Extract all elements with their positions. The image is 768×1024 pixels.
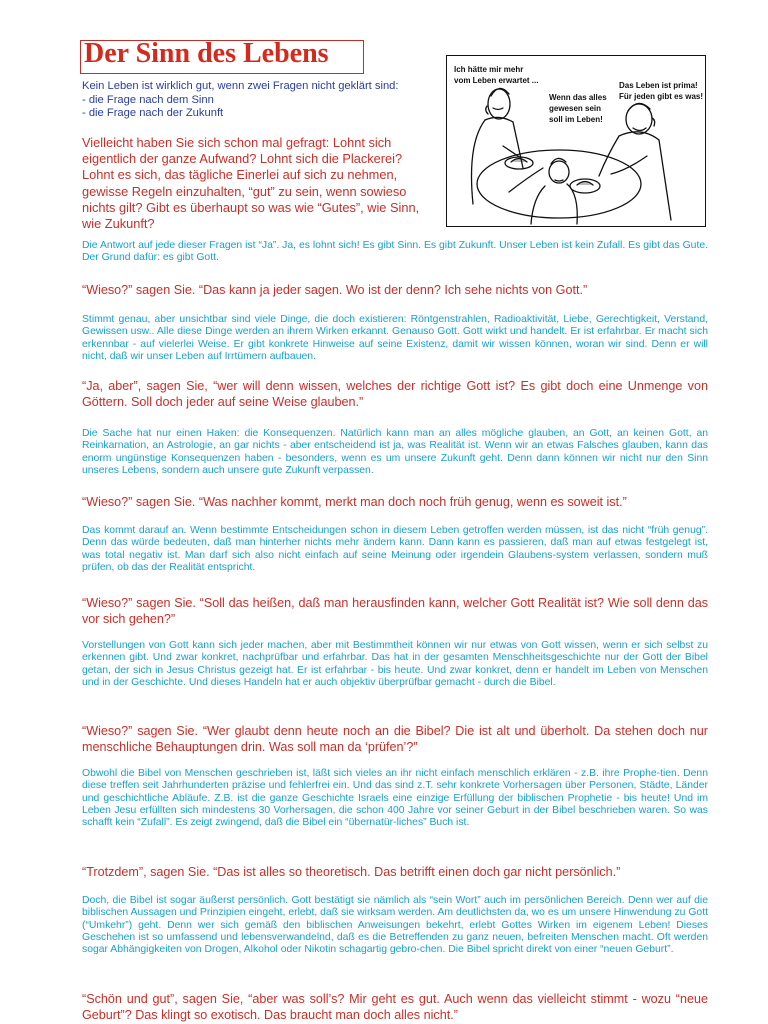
intro-line: - die Frage nach dem Sinn (82, 93, 214, 106)
body-paragraph-11 (82, 864, 708, 880)
question-paragraph: “Ja, aber”, sagen Sie, “wer will denn wissen, welches der richtige Gott ist? Es gibt doch eine Unmenge von Göttern. Soll doch jeder auf seine Weise glauben.” (82, 379, 708, 409)
question-paragraph: “Wieso?” sagen Sie. “Wer glaubt denn heute noch an die Bibel? Die ist alt und überholt. Da stehen doch nur menschliche Behauptungen drin. Was soll man da ‘prüfen’?” (82, 724, 708, 754)
intro-line: - die Frage nach der Zukunft (82, 107, 224, 119)
answer-paragraph: Das kommt darauf an. Wenn bestimmte Entscheidungen schon in diesem Leben getroffen werden müssen, ist das nicht “früh genug”. Denn das würde bedeuten, daß man hinterher nichts mehr ändern kann. Dann kann es passieren, daß man auf etwas festgelegt ist, was total negativ ist. Man darf sich also nicht einfach auf seine Meinung oder irgendein Glaubens-system verlassen, sondern muß prüfen, ob das der Realität entspricht. (82, 525, 708, 573)
body-paragraph-4 (82, 428, 708, 477)
speech-bubble-middle: Wenn das alles gewesen sein soll im Leben! (549, 93, 607, 124)
body-paragraph-12 (82, 895, 708, 956)
body-paragraph-7 (82, 595, 708, 627)
question-paragraph: “Wieso?” sagen Sie. “Was nachher kommt, merkt man doch noch früh genug, wenn es soweit ist.” (82, 495, 627, 509)
answer-paragraph: Die Antwort auf jede dieser Fragen ist “Ja”. Ja, es lohnt sich! Es gibt Sinn. Es gibt Zukunft. Unser Leben ist kein Zufall. Es gibt das Gute. Der Grund dafür: es gibt Gott. (82, 240, 708, 264)
body-paragraph-13 (82, 991, 708, 1023)
body-paragraph-5 (82, 494, 708, 510)
question-paragraph: “Wieso?” sagen Sie. “Das kann ja jeder sagen. Wo ist der denn? Ich sehe nichts von Gott.” (82, 283, 588, 297)
intro-block (82, 80, 422, 121)
body-paragraph-8 (82, 640, 708, 689)
question-paragraph: “Wieso?” sagen Sie. “Soll das heißen, daß man herausfinden kann, welcher Gott Realität ist? Wie soll denn das vor sich gehen?” (82, 596, 708, 626)
body-paragraph-6 (82, 525, 708, 574)
body-paragraph-9 (82, 723, 708, 755)
body-paragraph-2 (82, 314, 708, 363)
page-title: Der Sinn des Lebens (84, 38, 329, 69)
body-paragraph-10 (82, 768, 708, 829)
body-paragraph-0 (82, 240, 708, 265)
question-paragraph: “Schön und gut”, sagen Sie, “aber was soll’s? Mir geht es gut. Auch wenn das vielleicht stimmt - wozu “neue Geburt”? Das klingt so exotisch. Das braucht man doch alles nicht.” (82, 992, 708, 1022)
intro-line: Kein Leben ist wirklich gut, wenn zwei Fragen nicht geklärt sind: (82, 80, 399, 92)
speech-bubble-right: Das Leben ist prima! Für jeden gibt es was! (619, 81, 704, 101)
body-paragraph-3 (82, 378, 708, 410)
cartoon-illustration (446, 55, 706, 227)
body-paragraph-1 (82, 282, 708, 298)
answer-paragraph: Die Sache hat nur einen Haken: die Konsequenzen. Natürlich kann man an alles mögliche glauben, an Gott, an keinen Gott, an Reinkarnation, an Astrologie, an gar nichts - aber entscheidend ist ja, was Realität ist. Wenn wir an etwas Falsches glauben, kann das enorm ungünstige Konsequenzen haben - besonders, wenn es um unsere Zukunft geht. Denn dann können wir nicht nur den Sinn unseres Lebens, sondern auch unsere gute Zukunft verpassen. (82, 428, 708, 476)
speech-bubble-left: Ich hätte mir mehr vom Leben erwartet ... (454, 65, 539, 85)
answer-paragraph: Vorstellungen von Gott kann sich jeder machen, aber mit Bestimmtheit können wir nur etwas von Gott wissen, wenn er sich selbst zu erkennen gibt. Und zwar konkret, nachprüfbar und erfahrbar. Das hat in der gesamten Menschheitsgeschichte nur der Gott der Bibel getan, der sich in Jesus Christus gezeigt hat. Er ist erfahrbar - bis heute. Und zwar konkret, denn er handelt im Leben von Menschen und in der Geschichte. Und dieses Handeln hat er auch objektiv überprüfbar gemacht - durch die Bibel. (82, 640, 708, 688)
answer-paragraph: Stimmt genau, aber unsichtbar sind viele Dinge, die doch existieren: Röntgenstrahlen, Radioaktivität, Liebe, Gerechtigkeit, Verstand, Gewissen usw.. Alle diese Dinge werden an ihrem Wirken erkannt. Genauso Gott. Gott wirkt und handelt. Er ist erfahrbar. Er macht sich erkennbar - auf vielerlei Weise. Er gibt konkrete Hinweise auf seine Existenz, damit wir wissen können, woran wir sind. Denn er will nicht, daß wir unser Leben auf Irrtümern aufbauen. (82, 314, 708, 362)
answer-paragraph: Obwohl die Bibel von Menschen geschrieben ist, läßt sich vieles an ihr nicht einfach menschlich erklären - z.B. ihre Prophe-tien. Denn diese treffen seit Jahrhunderten präzise und fehlerfrei ein. Und das sind z.T. sehr konkrete Vorhersagen über Personen, Städte, Länder und geschichtliche Abläufe. Z.B. ist die ganze Geschichte Israels eine einzige Erfüllung der biblischen Prophetie - bis heute! Und im Leben Jesu erfüllten sich mindestens 30 Vorhersagen, die schon 400 Jahre vor seiner Geburt in der Bibel beschrieben waren. So was schafft kein “Zufall”. Es zeigt zwingend, daß die Bibel ein “übernatür-liches” Buch ist. (82, 768, 708, 829)
question-paragraph: “Trotzdem”, sagen Sie. “Das ist alles so theoretisch. Das betrifft einen doch gar nicht persönlich.” (82, 865, 621, 879)
answer-paragraph: Doch, die Bibel ist sogar äußerst persönlich. Gott bestätigt sie nämlich als “sein Wort” auch im persönlichen Bereich. Denn wer auf die biblischen Aussagen und Prinzipien eingeht, erlebt, daß sie wirksam werden. Am deutlichsten da, wo es um unsere Hinwendung zu Gott (“Umkehr”) geht. Denn wer sich gemäß den biblischen Anweisungen bekehrt, erlebt Gottes Wirken im eigenem Leben! Dieses Geschehen ist so umfassend und lebensverwandelnd, daß es die Betreffenden zu ganz neuen, befreiten Menschen macht. Oft werden sogar Abhängigkeiten von Drogen, Alkohol oder Nikotin schagartig gebro-chen. Die Bibel spricht direkt von einer “neuen Geburt”. (82, 895, 708, 956)
lead-question: Vielleicht haben Sie sich schon mal gefragt: Lohnt sich eigentlich der ganze Aufwand? Lohnt sich die Plackerei? Lohnt es sich, das tägliche Einerlei auf sich zu nehmen, gewisse Regeln einzuhalten, “gut” zu sein, wenn sowieso nichts gilt? Gibt es überhaupt so was wie “Gutes”, wie Sinn, wie Zukunft? (82, 135, 420, 232)
